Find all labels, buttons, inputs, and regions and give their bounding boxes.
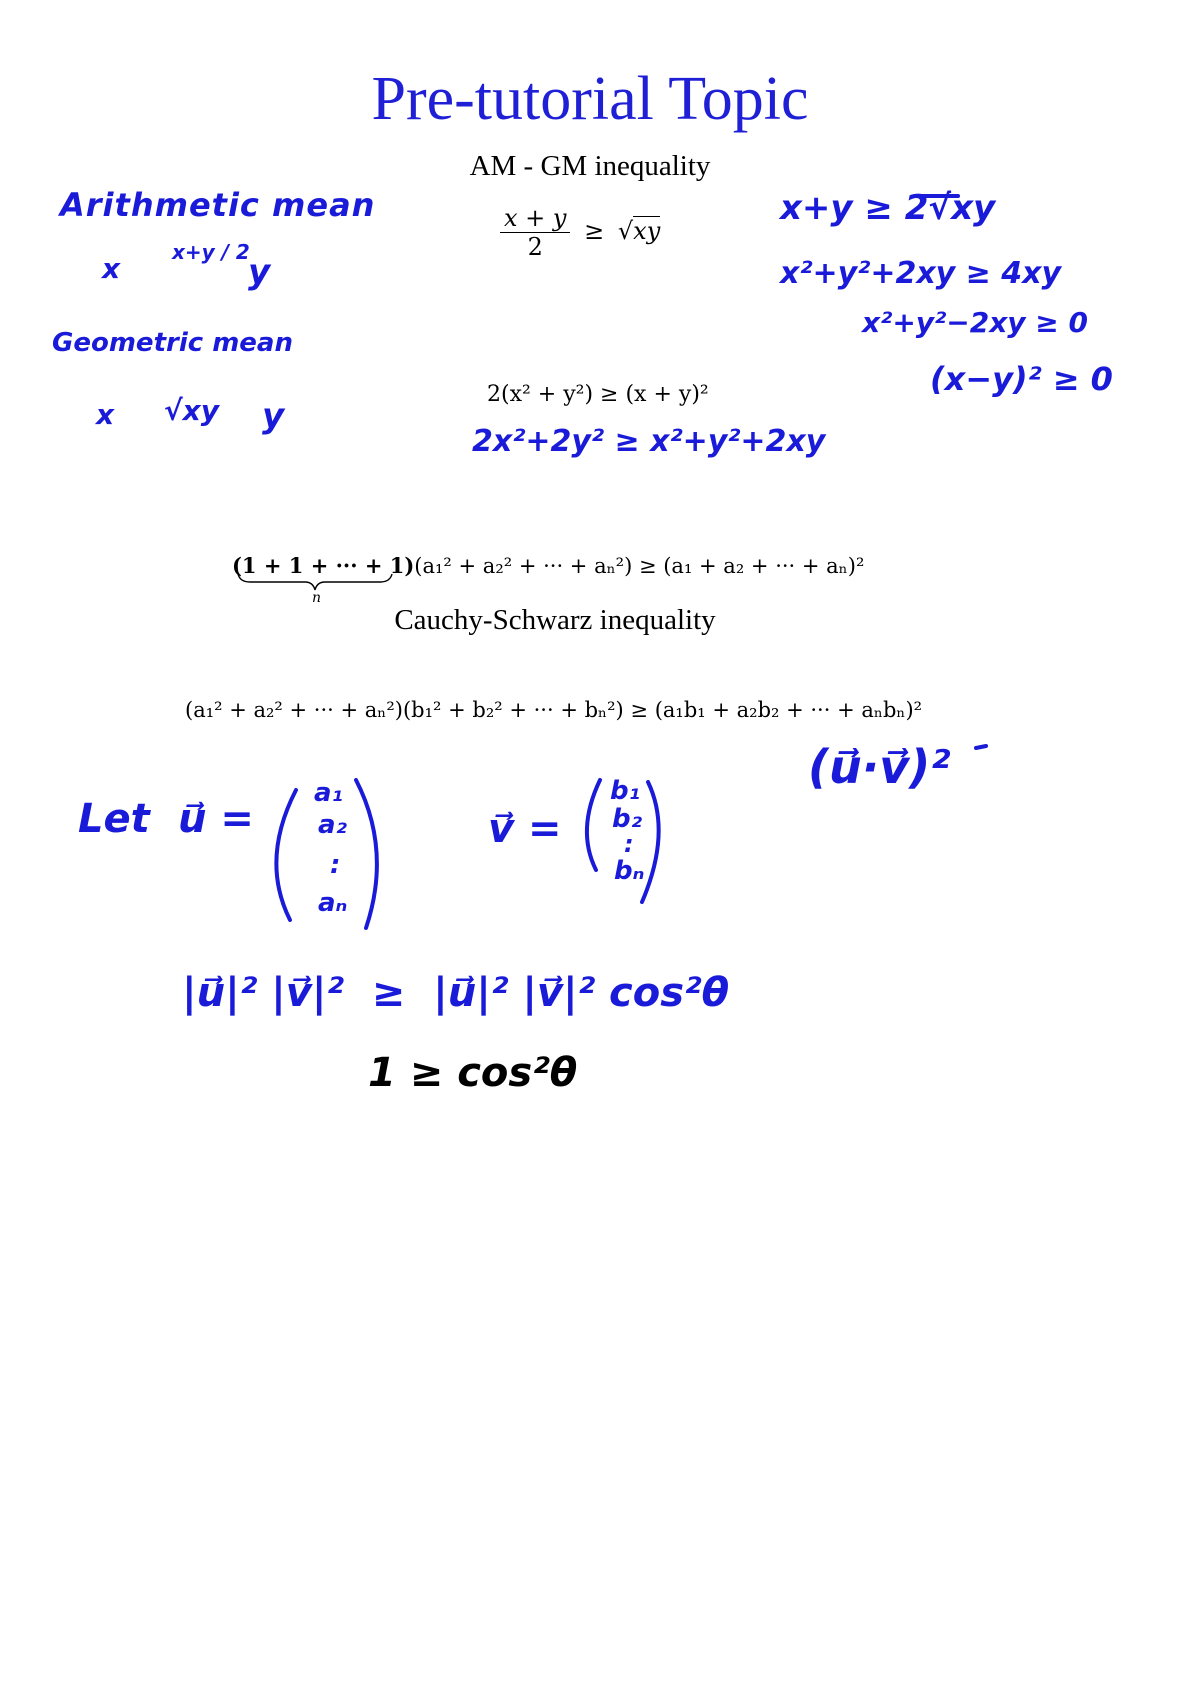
- final-inequality: 1 ≥ cos²θ: [368, 1050, 578, 1096]
- v-vector-label: v⃗ =: [488, 806, 562, 852]
- amgm-numerator: x + y: [500, 204, 570, 233]
- arith-y: y: [248, 252, 271, 292]
- qm-formula: 2(x² + y²) ≥ (x + y)²: [487, 382, 709, 407]
- right-line-1: x+y ≥ 2√xy: [780, 188, 996, 228]
- u-entry-3: :: [330, 850, 341, 880]
- u-entry-2: a₂: [318, 810, 347, 840]
- v-entry-2: b₂: [612, 804, 642, 834]
- u-entry-1: a₁: [314, 778, 343, 808]
- amgm-relation: ≥: [584, 217, 605, 245]
- arith-x: x: [102, 252, 121, 285]
- v-right-paren: [642, 782, 659, 902]
- underbrace-label: n: [312, 590, 322, 606]
- cs-label: Cauchy-Schwarz inequality: [394, 604, 716, 636]
- u-left-paren: [276, 790, 296, 920]
- expand-line: 2x²+2y² ≥ x²+y²+2xy: [472, 424, 826, 459]
- right-line-2: x²+y²+2xy ≥ 4xy: [780, 256, 1062, 291]
- u-entry-4: aₙ: [318, 888, 348, 918]
- ones-braced: (1 + 1 + ··· + 1): [232, 553, 415, 578]
- geo-heading: Geometric mean: [52, 328, 293, 358]
- norm-inequality: |u⃗|² |v⃗|² ≥ |u⃗|² |v⃗|² cos²θ: [182, 970, 730, 1016]
- geo-x: x: [96, 398, 115, 431]
- v-entry-4: bₙ: [614, 856, 645, 886]
- arith-frac: x+y / 2: [172, 240, 250, 264]
- u-right-paren: [356, 780, 377, 928]
- right-line-3: x²+y²−2xy ≥ 0: [862, 306, 1088, 339]
- v-entry-3: :: [624, 830, 634, 858]
- geo-y: y: [262, 396, 285, 436]
- let-word: Let: [78, 796, 150, 842]
- cs-formula: (a₁² + a₂² + ··· + aₙ²)(b₁² + b₂² + ··· + bₙ²) ≥ (a₁b₁ + a₂b₂ + ··· + aₙbₙ)²: [185, 698, 923, 722]
- dot-tail: [976, 746, 986, 748]
- u-vector-label: u⃗ =: [178, 796, 254, 842]
- arith-heading: Arithmetic mean: [60, 186, 376, 224]
- section-subtitle: AM - GM inequality: [469, 150, 711, 182]
- v-left-paren: [587, 780, 600, 870]
- ones-rest: (a₁² + a₂² + ··· + aₙ²) ≥ (a₁ + a₂ + ··· + aₙ)²: [414, 554, 865, 578]
- amgm-denominator: 2: [527, 233, 543, 261]
- amgm-sqrt-arg: xy: [633, 217, 661, 245]
- page-title: Pre-tutorial Topic: [371, 65, 809, 133]
- right-line-4: (x−y)² ≥ 0: [930, 360, 1113, 398]
- geo-mid: √xy: [164, 394, 219, 427]
- v-entry-1: b₁: [610, 776, 640, 806]
- dot-squared: (u⃗·v⃗)²: [808, 740, 951, 794]
- sqrt-symbol: √: [617, 217, 634, 245]
